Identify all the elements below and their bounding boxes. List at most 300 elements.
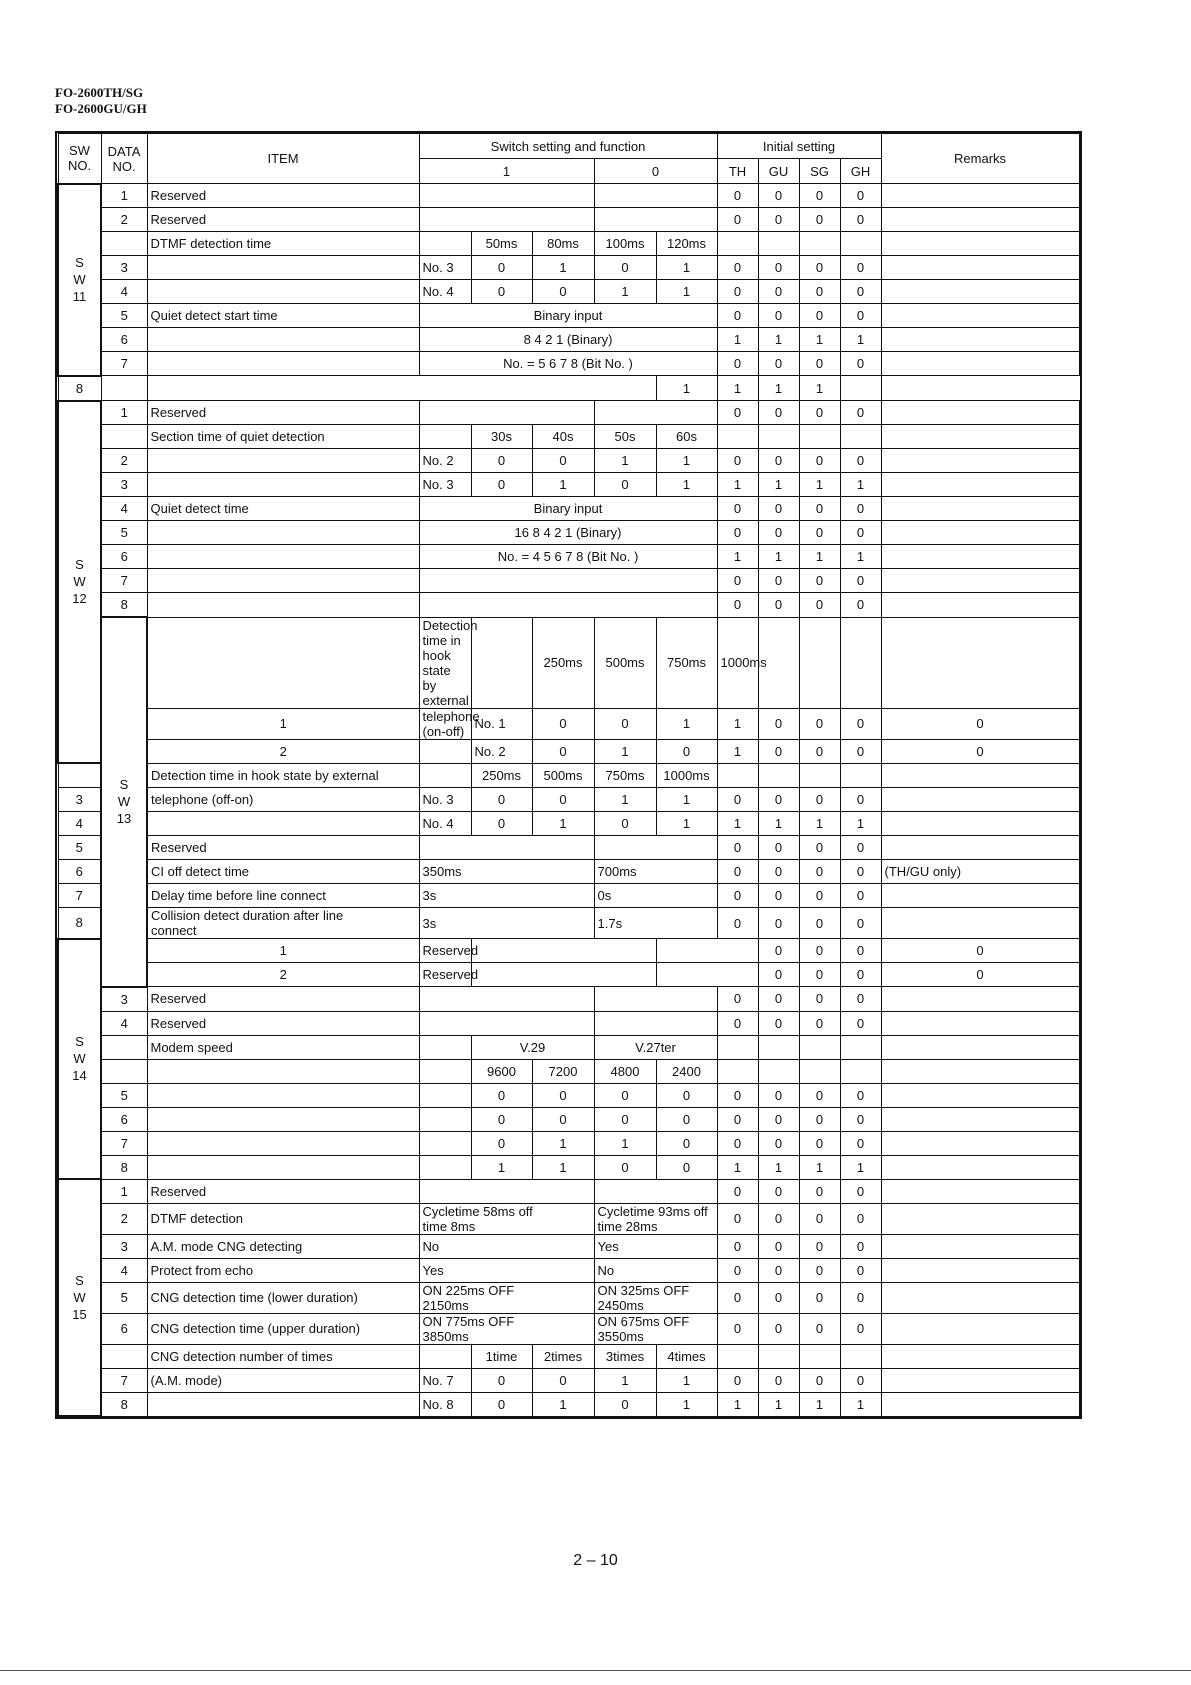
setting-0-cell: 0s [594, 884, 717, 908]
initial-value-cell: 0 [758, 280, 799, 304]
initial-value-cell: 0 [799, 1107, 840, 1131]
initial-value-cell: 0 [717, 521, 758, 545]
sw-number-cell: S W 14 [58, 939, 101, 1180]
initial-value-cell: 1 [758, 1392, 799, 1416]
item-cell: Reserved [147, 1011, 419, 1035]
initial-value-cell: 1 [840, 1392, 881, 1416]
item-cell [147, 280, 419, 304]
item-cell: CNG detection time (upper duration) [147, 1313, 419, 1344]
data-number-cell: 7 [58, 884, 101, 908]
setting-label-cell: No. 4 [419, 812, 471, 836]
setting-label-cell: No. 1 [471, 708, 532, 739]
col-remarks: Remarks [881, 134, 1079, 184]
data-number-cell: 6 [101, 328, 147, 352]
initial-value-cell [717, 425, 758, 449]
initial-value-cell [840, 425, 881, 449]
initial-value-cell: 0 [840, 860, 881, 884]
initial-value-cell: 1 [758, 1155, 799, 1179]
remarks-cell [881, 208, 1079, 232]
data-number-cell [101, 1059, 147, 1083]
setting-value-cell: 0 [532, 788, 594, 812]
remarks-cell [881, 232, 1079, 256]
initial-value-cell: 0 [840, 1313, 881, 1344]
remarks-cell [881, 545, 1079, 569]
data-number-cell: 4 [58, 812, 101, 836]
table-row [58, 328, 1079, 352]
initial-value-cell: 0 [840, 908, 881, 939]
table-row [58, 1392, 1079, 1416]
initial-value-cell: 0 [799, 963, 840, 987]
table-row [58, 708, 1079, 739]
setting-1-cell [419, 401, 594, 425]
setting-0-cell: Yes [594, 1234, 717, 1258]
setting-1-cell [419, 987, 594, 1012]
doc-header [55, 85, 147, 117]
setting-label-cell: No. 7 [419, 1368, 471, 1392]
initial-value-cell: 0 [799, 739, 840, 763]
initial-value-cell: 0 [758, 939, 799, 963]
setting-value-cell: 0 [471, 1392, 532, 1416]
sw-number-cell: S W 13 [101, 617, 147, 987]
initial-value-cell [717, 232, 758, 256]
item-cell: A.M. mode CNG detecting [147, 1234, 419, 1258]
item-cell: Modem speed [147, 1035, 419, 1059]
model-line-2: FO-2600GU/GH [55, 101, 147, 116]
table-row [58, 939, 1079, 963]
col-th: TH [717, 159, 758, 184]
col-sg: SG [799, 159, 840, 184]
setting-value-cell: 1 [656, 708, 717, 739]
data-number-cell: 1 [147, 708, 419, 739]
item-cell [147, 1083, 419, 1107]
initial-value-cell: 0 [799, 1282, 840, 1313]
sw-number-cell: S W 15 [58, 1179, 101, 1416]
table-row [58, 1313, 1079, 1344]
item-cell: DTMF detection [147, 1203, 419, 1234]
initial-value-cell [758, 425, 799, 449]
initial-value-cell: 1 [840, 473, 881, 497]
setting-1-cell: 350ms [419, 860, 594, 884]
setting-value-cell: 7200 [532, 1059, 594, 1083]
initial-value-cell: 0 [840, 708, 881, 739]
initial-value-cell: 0 [840, 939, 881, 963]
setting-value-cell: 1 [656, 812, 717, 836]
setting-0-cell [656, 963, 758, 987]
initial-value-cell [840, 1035, 881, 1059]
setting-value-cell: 0 [471, 1083, 532, 1107]
remarks-cell [881, 256, 1079, 280]
table-row [58, 987, 1079, 1012]
table-row [58, 401, 1079, 425]
initial-value-cell [840, 617, 881, 708]
remarks-cell [881, 280, 1079, 304]
setting-label-cell [471, 617, 532, 708]
initial-value-cell: 0 [799, 939, 840, 963]
remarks-cell [881, 449, 1079, 473]
initial-value-cell: 0 [840, 208, 881, 232]
setting-0-cell [594, 987, 717, 1012]
initial-value-cell [799, 763, 840, 788]
setting-value-cell: 1 [532, 473, 594, 497]
initial-value-cell [799, 232, 840, 256]
initial-value-cell: 0 [717, 401, 758, 425]
initial-value-cell: 0 [840, 569, 881, 593]
item-cell: Reserved [147, 987, 419, 1012]
remarks-cell [881, 763, 1079, 788]
initial-value-cell [881, 617, 1079, 708]
setting-value-cell: 0 [532, 1368, 594, 1392]
col-initial-setting: Initial setting [717, 134, 881, 159]
setting-label-cell [419, 1155, 471, 1179]
remarks-cell [881, 425, 1079, 449]
setting-value-cell: 1 [656, 449, 717, 473]
initial-value-cell: 1 [717, 1155, 758, 1179]
initial-value-cell: 0 [799, 497, 840, 521]
data-number-cell: 2 [147, 963, 419, 987]
setting-value-cell: 0 [656, 1083, 717, 1107]
initial-value-cell: 0 [799, 788, 840, 812]
initial-value-cell: 0 [758, 1258, 799, 1282]
table-row [58, 836, 1079, 860]
initial-value-cell: 1 [799, 1155, 840, 1179]
initial-value-cell: 0 [717, 208, 758, 232]
initial-value-cell: 0 [758, 1179, 799, 1203]
setting-value-cell: 500ms [532, 763, 594, 788]
table-row [58, 1155, 1079, 1179]
data-number-cell [101, 425, 147, 449]
remarks-cell [881, 593, 1079, 618]
setting-label-cell [419, 1059, 471, 1083]
initial-value-cell: 0 [840, 497, 881, 521]
initial-value-cell: 0 [758, 1107, 799, 1131]
initial-value-cell [840, 232, 881, 256]
remarks-cell: (TH/GU only) [881, 860, 1079, 884]
table-row [58, 1344, 1079, 1368]
setting-label-cell: No. 3 [419, 256, 471, 280]
initial-value-cell: 1 [840, 1155, 881, 1179]
initial-value-cell: 0 [717, 1083, 758, 1107]
initial-value-cell: 0 [799, 1083, 840, 1107]
data-number-cell: 8 [58, 908, 101, 939]
setting-value-cell: 1 [717, 708, 758, 739]
setting-1-cell: ON 225ms OFF 2150ms [419, 1282, 594, 1313]
data-number-cell: 1 [101, 1179, 147, 1203]
initial-value-cell: 0 [758, 1282, 799, 1313]
initial-value-cell: 1 [799, 812, 840, 836]
item-cell [147, 1155, 419, 1179]
setting-1-cell [471, 939, 656, 963]
item-cell: telephone (on-off) [419, 708, 471, 739]
item-cell: CNG detection time (lower duration) [147, 1282, 419, 1313]
data-number-cell: 3 [101, 473, 147, 497]
initial-value-cell: 0 [758, 352, 799, 376]
initial-value-cell: 0 [799, 908, 840, 939]
table-row [58, 1035, 1079, 1059]
setting-value-cell: 1000ms [717, 617, 758, 708]
initial-value-cell: 0 [758, 593, 799, 618]
remarks-cell [881, 1282, 1079, 1313]
initial-value-cell: 0 [717, 352, 758, 376]
data-number-cell [101, 1035, 147, 1059]
setting-value-cell: 750ms [594, 763, 656, 788]
table-row [58, 1234, 1079, 1258]
data-number-cell: 5 [101, 521, 147, 545]
initial-value-cell [840, 1059, 881, 1083]
item-cell [147, 449, 419, 473]
initial-value-cell: 1 [840, 328, 881, 352]
remarks-cell [881, 1368, 1079, 1392]
setting-1-cell: 3s [419, 908, 594, 939]
initial-value-cell [799, 617, 840, 708]
setting-1-cell: Cycletime 58ms off time 8ms [419, 1203, 594, 1234]
initial-value-cell: 1 [717, 812, 758, 836]
initial-value-cell: 0 [840, 1203, 881, 1234]
remarks-cell [881, 521, 1079, 545]
table-row [58, 473, 1079, 497]
item-cell: Quiet detect start time [147, 304, 419, 328]
setting-value-cell: 40s [532, 425, 594, 449]
setting-binary-cell: No. = 5 6 7 8 (Bit No. ) [419, 352, 717, 376]
setting-value-cell: 1 [594, 788, 656, 812]
data-number-cell: 5 [101, 1083, 147, 1107]
setting-1-cell [419, 1179, 594, 1203]
table-row [58, 425, 1079, 449]
data-number-cell: 5 [101, 304, 147, 328]
initial-value-cell: 0 [758, 836, 799, 860]
setting-value-cell: 0 [656, 739, 717, 763]
initial-value-cell: 0 [758, 1234, 799, 1258]
setting-0-cell [656, 939, 758, 963]
table-row [58, 449, 1079, 473]
initial-value-cell: 0 [840, 1011, 881, 1035]
setting-0-cell: ON 675ms OFF 3550ms [594, 1313, 717, 1344]
setting-binary-cell [419, 593, 717, 618]
setting-1-cell: 3s [419, 884, 594, 908]
initial-value-cell: 0 [799, 280, 840, 304]
item-cell [101, 376, 147, 401]
initial-value-cell: 0 [758, 788, 799, 812]
initial-value-cell: 0 [758, 401, 799, 425]
setting-value-cell: 1 [656, 280, 717, 304]
initial-value-cell: 0 [799, 1131, 840, 1155]
setting-label-cell [419, 1107, 471, 1131]
item-cell [147, 328, 419, 352]
data-number-cell: 2 [147, 739, 419, 763]
initial-value-cell: 0 [717, 1179, 758, 1203]
initial-value-cell [758, 763, 799, 788]
setting-binary-cell: Binary input [419, 497, 717, 521]
initial-value-cell: 1 [799, 376, 840, 401]
item-cell: Reserved [147, 208, 419, 232]
initial-value-cell: 0 [799, 184, 840, 208]
initial-value-cell: 0 [717, 1107, 758, 1131]
initial-value-cell: 0 [799, 521, 840, 545]
setting-value-cell: 0 [594, 1392, 656, 1416]
initial-value-cell: 0 [717, 593, 758, 618]
data-number-cell: 4 [101, 1011, 147, 1035]
setting-value-cell: 500ms [594, 617, 656, 708]
setting-label-cell: No. 8 [419, 1392, 471, 1416]
initial-value-cell: 0 [840, 1282, 881, 1313]
initial-value-cell: 0 [881, 739, 1079, 763]
remarks-cell [881, 908, 1079, 939]
initial-value-cell: 0 [840, 449, 881, 473]
setting-1-cell: ON 775ms OFF 3850ms [419, 1313, 594, 1344]
initial-value-cell: 0 [799, 569, 840, 593]
initial-value-cell: 0 [717, 1203, 758, 1234]
initial-value-cell: 0 [758, 987, 799, 1012]
setting-value-cell: 1000ms [656, 763, 717, 788]
initial-value-cell: 0 [840, 884, 881, 908]
setting-1-cell [419, 836, 594, 860]
initial-value-cell: 0 [799, 1011, 840, 1035]
initial-value-cell: 1 [758, 328, 799, 352]
initial-value-cell: 0 [799, 860, 840, 884]
setting-value-cell: 750ms [656, 617, 717, 708]
setting-value-cell: 250ms [532, 617, 594, 708]
initial-value-cell: 0 [840, 739, 881, 763]
setting-value-cell: 100ms [594, 232, 656, 256]
initial-value-cell [717, 1059, 758, 1083]
col-data-no: DATA NO. [101, 134, 147, 184]
setting-label-cell: No. 2 [471, 739, 532, 763]
setting-value-cell: 1 [656, 473, 717, 497]
remarks-cell [881, 1131, 1079, 1155]
initial-value-cell [799, 1059, 840, 1083]
initial-value-cell: 0 [840, 788, 881, 812]
setting-value-cell: 0 [532, 449, 594, 473]
initial-value-cell: 0 [799, 449, 840, 473]
initial-value-cell: 0 [758, 860, 799, 884]
setting-binary-cell: 16 8 4 2 1 (Binary) [419, 521, 717, 545]
setting-label-cell: No. 4 [419, 280, 471, 304]
initial-value-cell: 1 [840, 812, 881, 836]
initial-value-cell [799, 425, 840, 449]
setting-label-cell [419, 1131, 471, 1155]
setting-value-cell: 1 [717, 739, 758, 763]
data-number-cell: 5 [101, 1282, 147, 1313]
initial-value-cell [717, 1344, 758, 1368]
initial-value-cell: 0 [840, 184, 881, 208]
setting-value-cell: 0 [471, 1368, 532, 1392]
setting-0-cell: 700ms [594, 860, 717, 884]
setting-value-cell: 0 [656, 1155, 717, 1179]
initial-value-cell [799, 1035, 840, 1059]
initial-value-cell: 0 [840, 256, 881, 280]
initial-value-cell: 0 [881, 963, 1079, 987]
col-sw-no: SW NO. [58, 134, 101, 184]
col-item: ITEM [147, 134, 419, 184]
setting-value-cell: 0 [471, 256, 532, 280]
setting-value-cell: 1 [532, 1155, 594, 1179]
setting-0-cell [594, 208, 717, 232]
remarks-cell [881, 1234, 1079, 1258]
initial-value-cell: 0 [717, 836, 758, 860]
item-cell: Reserved [419, 939, 471, 963]
data-number-cell: 3 [101, 987, 147, 1012]
setting-value-cell: 1 [656, 256, 717, 280]
data-number-cell: 2 [101, 1203, 147, 1234]
setting-binary-cell [147, 376, 656, 401]
setting-value-cell: 1 [532, 812, 594, 836]
data-number-cell [101, 1344, 147, 1368]
initial-value-cell: 0 [799, 352, 840, 376]
initial-value-cell: 0 [799, 1368, 840, 1392]
table-row [58, 232, 1079, 256]
data-number-cell: 7 [101, 352, 147, 376]
setting-value-cell: 1 [471, 1155, 532, 1179]
setting-binary-cell: Binary input [419, 304, 717, 328]
item-cell [147, 1107, 419, 1131]
table-row [58, 1107, 1079, 1131]
setting-label-cell [419, 1083, 471, 1107]
setting-label-cell [419, 763, 471, 788]
initial-value-cell: 1 [840, 545, 881, 569]
setting-value-cell: 0 [471, 1107, 532, 1131]
initial-value-cell: 0 [881, 939, 1079, 963]
initial-value-cell: 0 [840, 836, 881, 860]
item-cell [419, 739, 471, 763]
setting-label-cell [419, 425, 471, 449]
remarks-cell [881, 569, 1079, 593]
remarks-cell [881, 987, 1079, 1012]
setting-value-cell: 2400 [656, 1059, 717, 1083]
remarks-cell [881, 1313, 1079, 1344]
item-cell [147, 521, 419, 545]
setting-binary-cell [419, 569, 717, 593]
table-row [58, 1368, 1079, 1392]
setting-value-cell: 1 [656, 1392, 717, 1416]
initial-value-cell: 1 [717, 545, 758, 569]
setting-value-cell: 1 [532, 1392, 594, 1416]
setting-label-cell: No. 2 [419, 449, 471, 473]
initial-value-cell [840, 763, 881, 788]
initial-value-cell: 1 [656, 376, 717, 401]
data-number-cell: 6 [101, 1107, 147, 1131]
table-row [58, 1203, 1079, 1234]
initial-value-cell: 0 [717, 884, 758, 908]
remarks-cell [881, 352, 1079, 376]
setting-value-cell: 0 [594, 1083, 656, 1107]
item-cell [147, 473, 419, 497]
table-row [58, 1059, 1079, 1083]
initial-value-cell: 0 [840, 280, 881, 304]
remarks-cell [881, 788, 1079, 812]
data-number-cell: 6 [58, 860, 101, 884]
item-cell [147, 1131, 419, 1155]
table-row [58, 963, 1079, 987]
item-cell: (A.M. mode) [147, 1368, 419, 1392]
initial-value-cell: 0 [717, 184, 758, 208]
remarks-cell [881, 812, 1079, 836]
setting-value-cell: 0 [532, 280, 594, 304]
item-cell: Section time of quiet detection [147, 425, 419, 449]
data-number-cell: 8 [101, 593, 147, 618]
remarks-cell [881, 1392, 1079, 1416]
item-cell: Reserved [147, 836, 419, 860]
initial-value-cell: 0 [717, 1282, 758, 1313]
remarks-cell [881, 497, 1079, 521]
initial-value-cell: 0 [717, 788, 758, 812]
table-row [58, 908, 1079, 939]
initial-value-cell: 1 [717, 328, 758, 352]
initial-value-cell: 0 [799, 1179, 840, 1203]
initial-value-cell: 0 [758, 256, 799, 280]
table-row [58, 256, 1079, 280]
initial-value-cell: 0 [840, 1083, 881, 1107]
data-number-cell: 1 [147, 939, 419, 963]
item-cell: Delay time before line connect [147, 884, 419, 908]
